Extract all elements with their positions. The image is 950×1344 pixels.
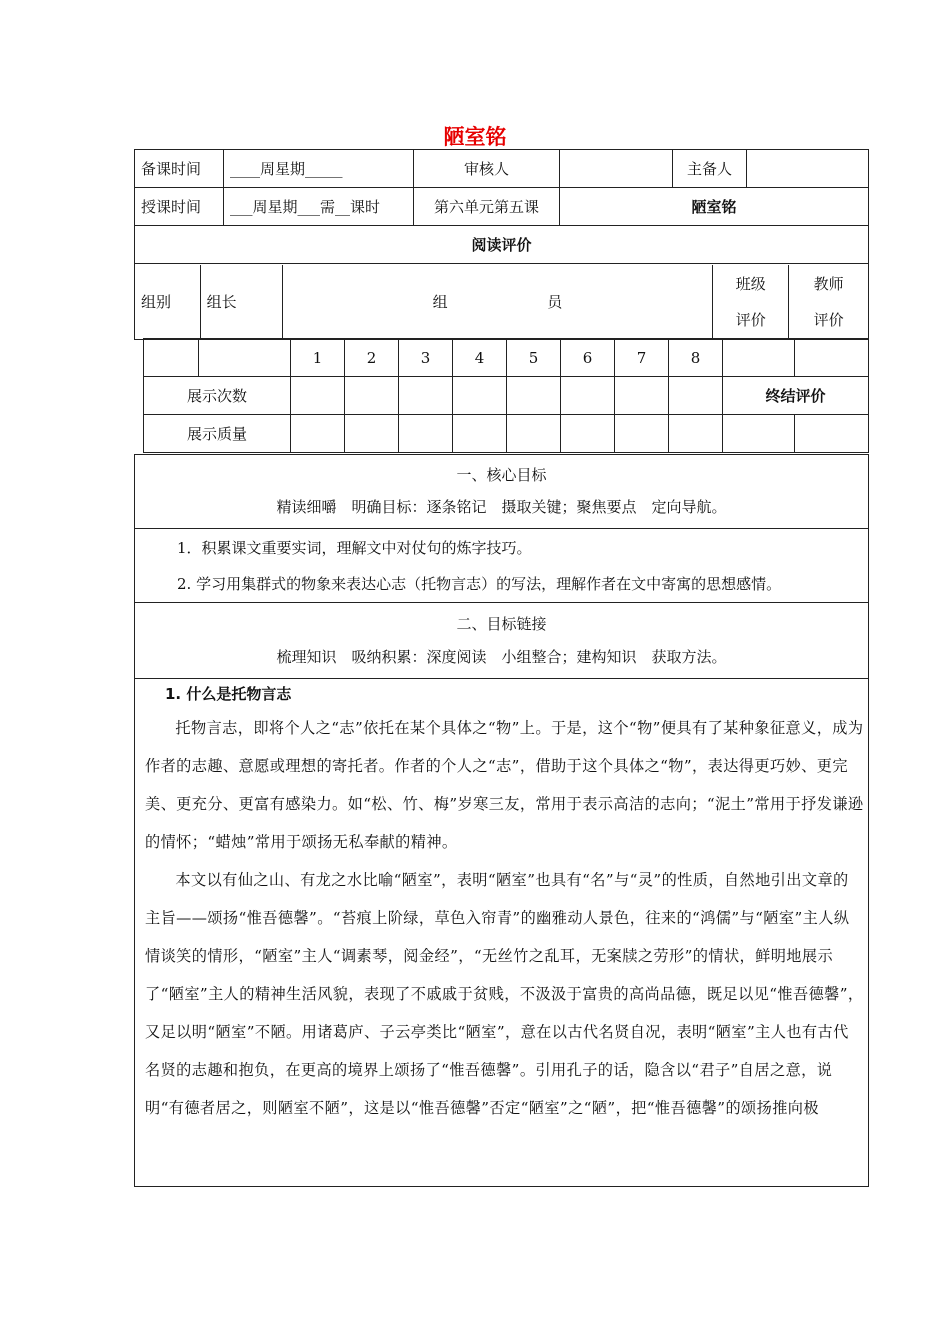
reading-eval-title: 阅读评价 xyxy=(135,226,869,264)
col-header: 3 xyxy=(399,339,453,377)
teach-time-value[interactable]: ___周星期___需__课时 xyxy=(224,188,414,226)
score-cell[interactable] xyxy=(345,377,399,415)
col-header: 2 xyxy=(345,339,399,377)
score-blank-3 xyxy=(723,339,795,377)
final-eval-cell[interactable] xyxy=(723,415,795,453)
members-label-2: 员 xyxy=(547,293,563,311)
goal-link-subtitle: 梳理知识 吸纳积累：深度阅读 小组整合；建构知识 获取方法。 xyxy=(276,647,727,666)
class-eval-label xyxy=(713,265,789,339)
paragraph-1: 托物言志，即将个人之“志”依托在某个具体之“物”上。于是，这个“物”便具有了某种象征意义，成为作者的志趣、意愿或理想的寄托者。作者的个人之“志”，借助于这个具体之“物”，表达得更巧妙、更完美、更充分、更富有感染力。如“松、竹、梅”岁寒三友，常用于表示高洁的志向；“泥土”常用于抒发谦逊的情怀；“蜡烛”常用于颂扬无私奉献的精神。 xyxy=(145,719,864,851)
reviewer-label: 审核人 xyxy=(414,150,560,188)
content-table xyxy=(134,454,869,1187)
col-header: 4 xyxy=(453,339,507,377)
document-title: 陋室铭 xyxy=(443,125,507,149)
col-header: 6 xyxy=(561,339,615,377)
goal-link-section xyxy=(135,603,869,679)
goal-item-1: 1．积累课文重要实词，理解文中对仗句的炼字技巧。 xyxy=(177,538,532,557)
score-cell[interactable] xyxy=(669,377,723,415)
unit-label: 第六单元第五课 xyxy=(414,188,560,226)
reading-content xyxy=(135,679,869,1187)
final-eval-cell[interactable] xyxy=(795,415,869,453)
prep-time-label: 备课时间 xyxy=(135,150,224,188)
score-cell[interactable] xyxy=(669,415,723,453)
question-1-title: 1. 什么是托物言志 xyxy=(165,685,292,703)
col-header: 7 xyxy=(615,339,669,377)
members-label xyxy=(282,265,713,339)
lesson-name: 陋室铭 xyxy=(560,188,869,226)
core-goals-subtitle: 精读细嚼 明确目标：逐条铭记 摄取关键；聚焦要点 定向导航。 xyxy=(276,497,727,516)
core-goals-section xyxy=(135,455,869,529)
score-cell[interactable] xyxy=(615,415,669,453)
reviewer-value[interactable] xyxy=(560,150,673,188)
teacher-eval-line-1: 教师 xyxy=(813,274,844,293)
leader-label: 组长 xyxy=(200,265,282,339)
score-blank-4 xyxy=(795,339,869,377)
score-cell[interactable] xyxy=(399,377,453,415)
paragraph-2: 本文以有仙之山、有龙之水比喻“陋室”，表明“陋室”也具有“名”与“灵”的性质，自然地引出文章的主旨——颂扬“惟吾德馨”。“苔痕上阶绿，草色入帘青”的幽雅动人景色，往来的“鸿儒”与“陋室”主人纵情谈笑的情形，“陋室”主人“调素琴，阅金经”，“无丝竹之乱耳，无案牍之劳形”的情状，鲜明地展示了“陋室”主人的精神生活风貌，表现了不戚戚于贫贱，不汲汲于富贵的高尚品德，既足以见“惟吾德馨”，又足以明“陋室”不陋。用诸葛庐、子云亭类比“陋室”，意在以古代名贤自况，表明“陋室”主人也有古代名贤的志趣和抱负，在更高的境界上颂扬了“惟吾德馨”。引用孔子的话，隐含以“君子”自居之意，说明“有德者居之，则陋室不陋”，这是以“惟吾德馨”否定“陋室”之“陋”，把“惟吾德馨”的颂扬推向极 xyxy=(145,871,864,1117)
score-cell[interactable] xyxy=(507,377,561,415)
teach-time-label: 授课时间 xyxy=(135,188,224,226)
goal-link-title: 二、目标链接 xyxy=(456,614,547,633)
lesson-info-table xyxy=(134,149,869,340)
score-cell[interactable] xyxy=(345,415,399,453)
col-header: 8 xyxy=(669,339,723,377)
score-table xyxy=(143,338,869,453)
goals-list xyxy=(135,529,869,603)
display-quality-label: 展示质量 xyxy=(144,415,291,453)
goal-item-2: 2. 学习用集群式的物象来表达心志（托物言志）的写法，理解作者在文中寄寓的思想感情。 xyxy=(177,574,782,593)
col-header: 5 xyxy=(507,339,561,377)
score-cell[interactable] xyxy=(453,415,507,453)
final-eval-label: 终结评价 xyxy=(723,377,869,415)
group-label: 组别 xyxy=(135,265,200,339)
class-eval-line-1: 班级 xyxy=(735,274,766,293)
score-cell[interactable] xyxy=(291,415,345,453)
score-cell[interactable] xyxy=(453,377,507,415)
display-count-label: 展示次数 xyxy=(144,377,291,415)
score-cell[interactable] xyxy=(399,415,453,453)
main-prep-value[interactable] xyxy=(747,150,869,188)
group-eval-row xyxy=(135,265,868,339)
score-cell[interactable] xyxy=(561,377,615,415)
core-goals-title: 一、核心目标 xyxy=(456,465,547,484)
score-cell[interactable] xyxy=(615,377,669,415)
class-eval-line-2: 评价 xyxy=(735,310,766,329)
prep-time-value[interactable]: ____周星期_____ xyxy=(224,150,414,188)
score-cell[interactable] xyxy=(507,415,561,453)
score-blank-2 xyxy=(199,339,291,377)
teacher-eval-label xyxy=(789,265,868,339)
score-cell[interactable] xyxy=(291,377,345,415)
teacher-eval-line-2: 评价 xyxy=(813,310,844,329)
members-label-1: 组 xyxy=(432,293,448,311)
col-header: 1 xyxy=(291,339,345,377)
score-blank-1 xyxy=(144,339,199,377)
main-prep-label: 主备人 xyxy=(673,150,747,188)
score-cell[interactable] xyxy=(561,415,615,453)
